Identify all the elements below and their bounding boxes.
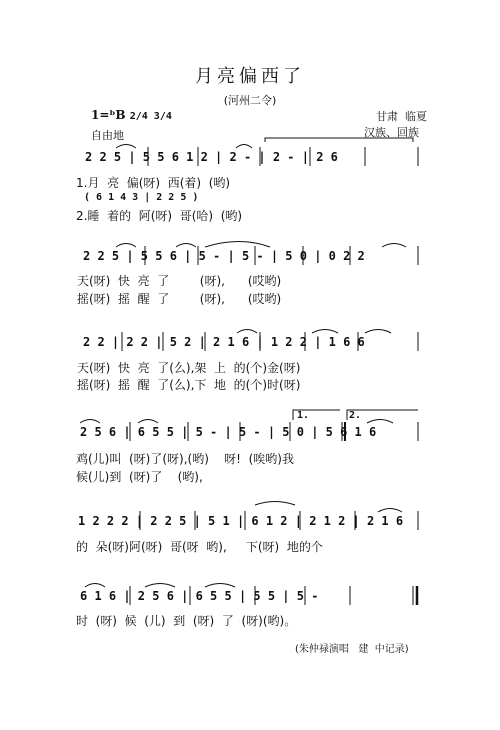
- small-notation-row-1: ( 6 1 4 3 | 2 2 5 ): [84, 192, 199, 203]
- key-text: 1=ᵇB: [91, 108, 126, 122]
- tempo-marking: 自由地: [91, 129, 124, 142]
- lyrics-row-4a: 鸡(儿)叫 (呀)了(呀),(哟) 呀! (唉哟)我: [76, 452, 294, 466]
- lyrics-row-4b: 候(儿)到 (呀)了 (哟),: [76, 470, 203, 484]
- notation-row-2: 2 2 5 | 5 5 6 | 5 - | 5 - | 5 0 | 0 2 2: [83, 249, 365, 263]
- notation-row-3: 2 2 | 2 2 | 5 2 | 2 1 6 | 1 2 2 | 1 6 6: [83, 335, 365, 349]
- volta-1: 1.: [297, 410, 310, 421]
- time-signature: 2/4 3/4: [129, 111, 172, 122]
- lyrics-row-6a: 时 (呀) 候 (儿) 到 (呀) 了 (呀)(哟)。: [76, 614, 297, 628]
- ethnic-label: 汉族、回族: [364, 126, 419, 139]
- lyrics-row-1a: 1.月 亮 偏(呀) 西(着) (哟): [76, 176, 231, 190]
- lyrics-row-2a: 天(呀) 快 亮 了 (呀), (哎哟): [77, 274, 282, 288]
- notation-row-1: 2 2 5 | 5 5 6 1 2 | 2 - | 2 - | 2 6: [85, 150, 338, 164]
- credit-line: (朱仲禄演唱 建 中记录): [295, 644, 409, 655]
- lyrics-row-5a: 的 朵(呀)阿(呀) 哥(呀 哟), 下(呀) 地的个: [76, 540, 323, 554]
- notation-row-6: 6 1 6 | 2 5 6 | 6 5 5 | 5 5 | 5 -: [80, 589, 319, 603]
- region-label: 甘肃 临夏: [376, 110, 427, 123]
- lyrics-row-2b: 摇(呀) 摇 醒 了 (呀), (哎哟): [77, 292, 282, 306]
- notation-row-4: 2 5 6 | 6 5 5 | 5 - | 5 - | 5 0 | 5 6 1 6: [80, 425, 377, 439]
- lyrics-row-3a: 天(呀) 快 亮 了(么),架 上 的(个)金(呀): [77, 361, 301, 375]
- lyrics-row-3b: 摇(呀) 摇 醒 了(么),下 地 的(个)时(呀): [77, 378, 301, 392]
- key-signature: [91, 108, 172, 122]
- notation-row-5: 1 2 2 2 | 2 2 5 | 5 1 | 6 1 2 | 2 1 2 | 2 1 6: [78, 514, 404, 528]
- lyrics-row-1b: 2.睡 着的 阿(呀) 哥(哈) (哟): [76, 209, 243, 223]
- volta-2: 2.: [349, 410, 362, 421]
- song-title: 月亮偏西了: [195, 66, 305, 87]
- song-subtitle: (河州二令): [223, 94, 277, 107]
